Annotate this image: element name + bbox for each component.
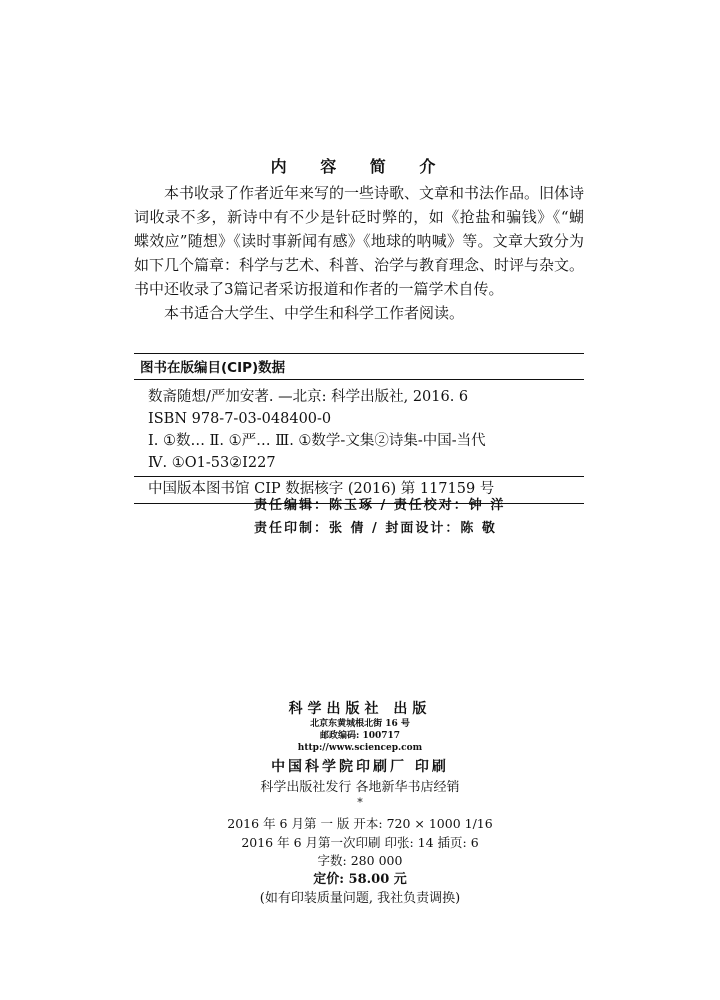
distribution-info: 科学出版社发行 各地新华书店经销: [260, 780, 460, 795]
printing-info: 2016 年 6 月第一次印刷 印张: 14 插页: 6: [241, 835, 479, 850]
introduction-paragraph: 本书适合大学生、中学生和科学工作者阅读。: [164, 304, 465, 322]
editor-credit-line: 责任印制：张 倩 / 封面设计：陈 敬: [254, 521, 497, 536]
cip-record-number: 中国版本图书馆 CIP 数据核字 (2016) 第 117159 号: [134, 476, 584, 504]
cip-data-block: [134, 353, 584, 504]
publisher-postcode: 邮政编码: 100717: [319, 731, 401, 741]
cip-line-classification: Ⅳ. ①O1-53②I227: [148, 455, 276, 471]
introduction-title: 内 容 简 介: [270, 157, 450, 176]
word-count: 字数: 280 000: [317, 853, 403, 868]
introduction-paragraph: 本书收录了作者近年来写的一些诗歌、文章和书法作品。旧体诗词收录不多，新诗中有不少是针砭时弊的，如《抢盐和骗钱》《“蝴蝶效应”随想》《读时事新闻有感》《地球的呐喊》等。文章大致分为如下几个篇章：科学与艺术、科普、治学与教育理念、时评与杂文。书中还收录了3篇记者采访报道和作者的一篇学术自传。: [134, 184, 585, 298]
cip-body: [134, 380, 584, 476]
printer-name: 中国科学院印刷厂 印刷: [271, 759, 449, 775]
editor-credit-line: 责任编辑：陈玉琢 / 责任校对：钟 洋: [254, 498, 506, 513]
separator-star: *: [357, 796, 363, 809]
cip-line-isbn: ISBN 978-7-03-048400-0: [148, 411, 332, 427]
publisher-name: 科学出版社 出版: [288, 701, 432, 717]
price: 定价: 58.00 元: [313, 872, 407, 887]
publication-info: [0, 700, 720, 909]
introduction-text: [134, 181, 584, 325]
publisher-website: http://www.sciencep.com: [297, 743, 423, 753]
quality-notice: (如有印装质量问题, 我社负责调换): [259, 891, 461, 906]
cip-line-title: 数斋随想/严加安著. —北京: 科学出版社, 2016. 6: [148, 389, 469, 405]
edition-info: 2016 年 6 月第 一 版 开本: 720 × 1000 1/16: [227, 816, 493, 831]
editorial-credits: [254, 494, 554, 540]
cip-heading: 图书在版编目(CIP)数据: [134, 353, 584, 380]
publisher-address: 北京东黄城根北街 16 号: [310, 719, 410, 729]
cip-line-subjects: Ⅰ. ①数… Ⅱ. ①严… Ⅲ. ①数学-文集②诗集-中国-当代: [148, 433, 486, 449]
